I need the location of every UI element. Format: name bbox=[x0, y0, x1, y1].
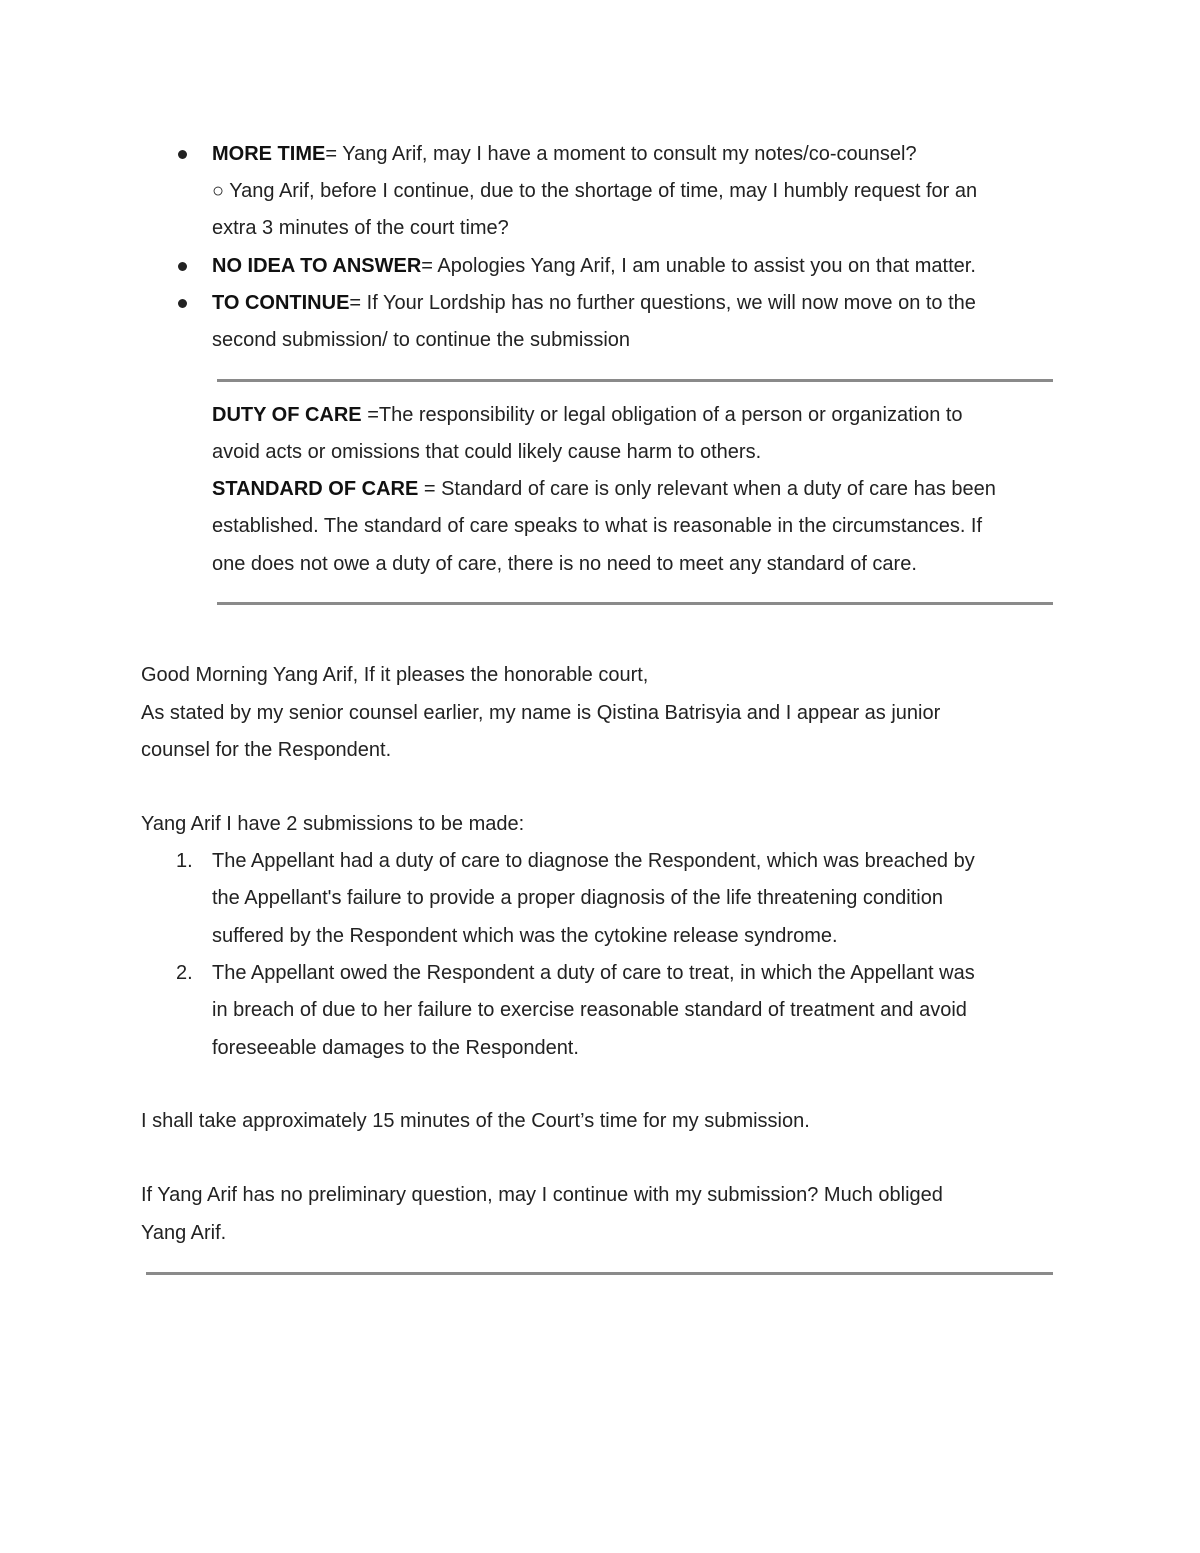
bullet-marker bbox=[178, 150, 187, 159]
bullet-text: = If Your Lordship has no further questions, we will now move on to the bbox=[349, 292, 976, 314]
submission-item-line: The Appellant owed the Respondent a duty of care to treat, in which the Appellant was bbox=[212, 962, 975, 984]
intro-text-line: counsel for the Respondent. bbox=[141, 739, 392, 761]
submission-item-line: suffered by the Respondent which was the cytokine release syndrome. bbox=[212, 925, 838, 947]
bullet-label: MORE TIME bbox=[212, 143, 326, 165]
bullet-text: = Apologies Yang Arif, I am unable to assist you on that matter. bbox=[421, 255, 976, 277]
submission-item-line: The Appellant had a duty of care to diagnose the Respondent, which was breached by bbox=[212, 850, 975, 872]
intro-greeting: Good Morning Yang Arif, If it pleases the honorable court, bbox=[141, 664, 649, 686]
intro-text-line: As stated by my senior counsel earlier, my name is Qistina Batrisyia and I appear as junior bbox=[141, 702, 941, 724]
definition-text-line: avoid acts or omissions that could likely cause harm to others. bbox=[212, 441, 762, 463]
time-statement: I shall take approximately 15 minutes of the Court’s time for my submission. bbox=[141, 1110, 810, 1132]
submission-item-line: foreseeable damages to the Respondent. bbox=[212, 1037, 579, 1059]
bullet-to-continue bbox=[212, 291, 976, 315]
bullet-text: = Yang Arif, may I have a moment to consult my notes/co-counsel? bbox=[325, 143, 917, 165]
horizontal-rule bbox=[217, 602, 1053, 605]
closing-line: If Yang Arif has no preliminary question, may I continue with my submission? Much obliged bbox=[141, 1184, 943, 1206]
definition-term: STANDARD OF CARE bbox=[212, 478, 419, 500]
horizontal-rule bbox=[146, 1272, 1053, 1275]
definition-duty-of-care bbox=[212, 403, 963, 427]
bullet-label: NO IDEA TO ANSWER bbox=[212, 255, 422, 277]
submissions-heading: Yang Arif I have 2 submissions to be made: bbox=[141, 813, 525, 835]
bullet-label: TO CONTINUE bbox=[212, 292, 350, 314]
bullet-text-line: extra 3 minutes of the court time? bbox=[212, 217, 509, 239]
horizontal-rule bbox=[217, 379, 1053, 382]
bullet-no-idea bbox=[212, 254, 976, 278]
submission-item-line: in breach of due to her failure to exercise reasonable standard of treatment and avoid bbox=[212, 999, 967, 1021]
list-number: 1. bbox=[176, 850, 193, 872]
bullet-marker bbox=[178, 299, 187, 308]
definition-text-line: established. The standard of care speaks to what is reasonable in the circumstances. If bbox=[212, 515, 983, 537]
submission-item-line: the Appellant's failure to provide a proper diagnosis of the life threatening condition bbox=[212, 887, 943, 909]
definition-standard-of-care bbox=[212, 477, 996, 501]
list-number: 2. bbox=[176, 962, 193, 984]
definition-term: DUTY OF CARE bbox=[212, 404, 362, 426]
definition-text-line: one does not owe a duty of care, there is no need to meet any standard of care. bbox=[212, 553, 917, 575]
bullet-text-line: ○ Yang Arif, before I continue, due to the shortage of time, may I humbly request for an bbox=[212, 180, 978, 202]
bullet-more-time bbox=[212, 142, 917, 166]
closing-line: Yang Arif. bbox=[141, 1222, 227, 1244]
bullet-text-line: second submission/ to continue the submission bbox=[212, 329, 631, 351]
definition-text: =The responsibility or legal obligation of a person or organization to bbox=[361, 404, 963, 426]
bullet-marker bbox=[178, 262, 187, 271]
definition-text: = Standard of care is only relevant when a duty of care has been bbox=[418, 478, 996, 500]
